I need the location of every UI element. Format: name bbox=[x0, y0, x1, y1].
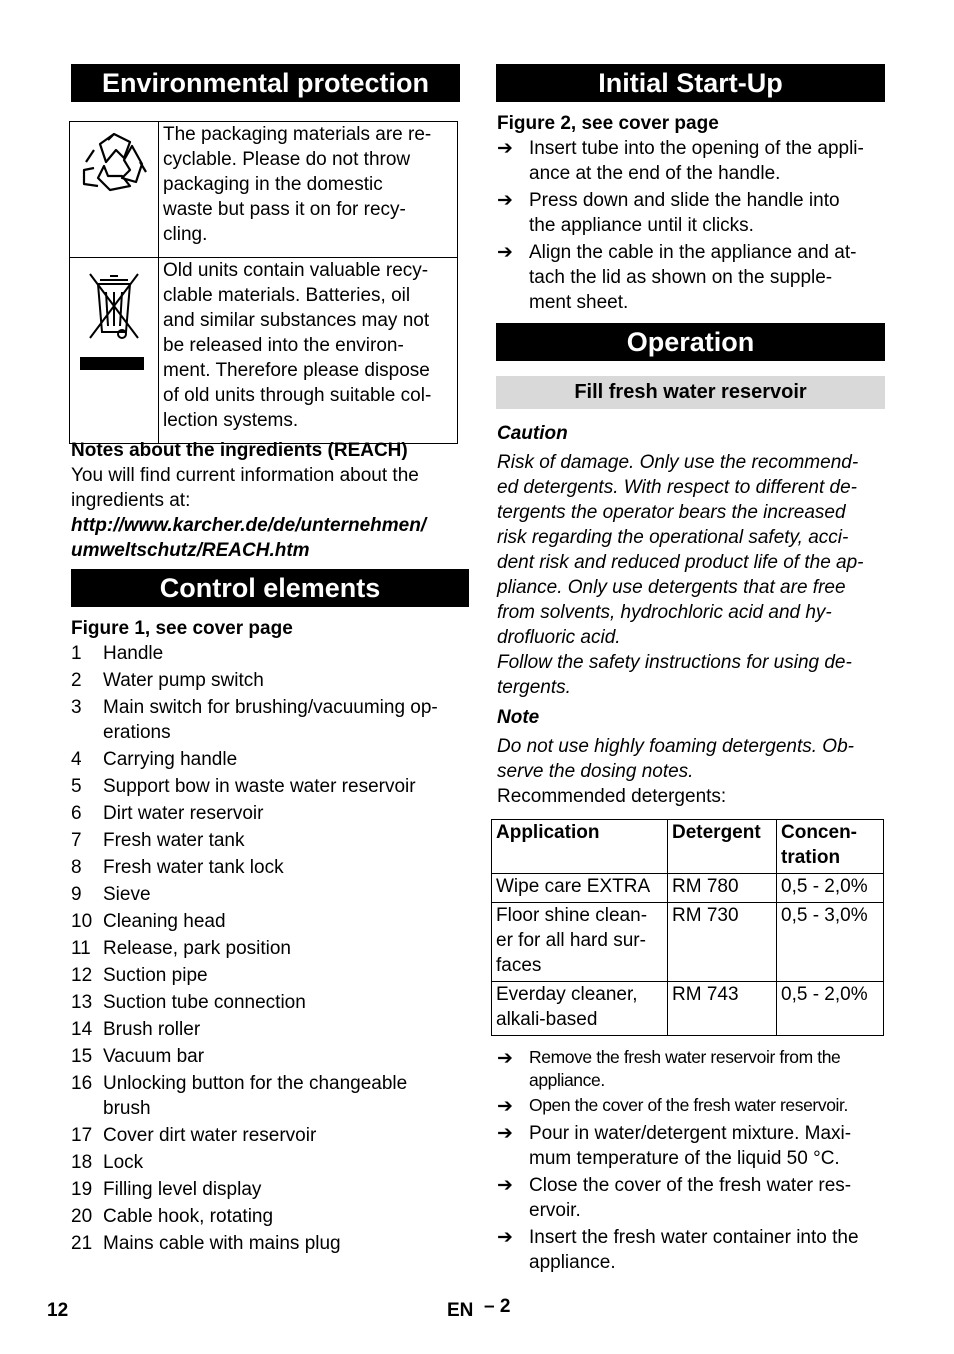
table-cell: Wipe care EXTRA bbox=[492, 874, 668, 903]
item-label: Fresh water tank lock bbox=[103, 857, 284, 878]
recycling-icon bbox=[70, 122, 158, 250]
list-item bbox=[71, 747, 469, 772]
figure-2-ref: Figure 2, see cover page bbox=[497, 113, 719, 134]
list-item bbox=[71, 695, 469, 745]
detergents-table bbox=[491, 819, 884, 1036]
fill-step bbox=[497, 1094, 889, 1119]
old-units-note: Old units contain valuable recy- clable materials. Batteries, oil and similar substances may not be released into the environ- ment. Therefore please dispose of old units through suitable col- lection systems. bbox=[159, 258, 458, 444]
item-number: 18 bbox=[71, 1152, 93, 1173]
item-label: Cover dirt water reservoir bbox=[103, 1125, 317, 1146]
table-cell: Everday cleaner, alkali-based bbox=[492, 982, 668, 1036]
table-cell: Floor shine clean- er for all hard sur- faces bbox=[492, 903, 668, 982]
item-label: Mains cable with mains plug bbox=[103, 1233, 341, 1254]
control-elements-list bbox=[71, 641, 469, 1256]
initial-startup-heading: Initial Start-Up bbox=[496, 64, 885, 102]
list-item bbox=[71, 1071, 469, 1121]
control-elements-heading: Control elements bbox=[71, 569, 469, 607]
startup-steps bbox=[497, 136, 889, 315]
table-cell: RM 780 bbox=[668, 874, 777, 903]
step-text: Press down and slide the handle into the appliance until it clicks. bbox=[529, 190, 840, 236]
item-number: 5 bbox=[71, 776, 82, 797]
item-label: Cleaning head bbox=[103, 911, 226, 932]
startup-step bbox=[497, 188, 889, 238]
item-number: 11 bbox=[71, 938, 91, 959]
list-item bbox=[71, 801, 469, 826]
list-item bbox=[71, 1177, 469, 1202]
item-number: 2 bbox=[71, 670, 82, 691]
note-text: Do not use highly foaming detergents. Ob- serve the dosing notes. bbox=[497, 736, 854, 782]
item-label: Handle bbox=[103, 643, 164, 664]
item-label: Fresh water tank bbox=[103, 830, 245, 851]
item-number: 8 bbox=[71, 857, 82, 878]
item-label: Dirt water reservoir bbox=[103, 803, 264, 824]
list-item bbox=[71, 1044, 469, 1069]
item-number: 19 bbox=[71, 1179, 93, 1200]
figure-1-ref: Figure 1, see cover page bbox=[71, 618, 293, 639]
environment-table bbox=[69, 121, 458, 444]
reach-title: Notes about the ingredients (REACH) bbox=[71, 440, 408, 461]
item-number: 6 bbox=[71, 803, 82, 824]
env-icon-cell bbox=[70, 258, 159, 444]
arrow-icon: ➔ bbox=[497, 190, 513, 211]
item-number: 7 bbox=[71, 830, 82, 851]
arrow-icon: ➔ bbox=[497, 138, 513, 159]
item-label: Release, park position bbox=[103, 938, 291, 959]
item-number: 12 bbox=[71, 965, 93, 986]
table-row bbox=[492, 982, 884, 1036]
reach-link[interactable]: http://www.karcher.de/de/unternehmen/ umweltschutz/REACH.htm bbox=[71, 515, 427, 561]
table-cell: 0,5 - 2,0% bbox=[777, 874, 884, 903]
list-item bbox=[71, 1017, 469, 1042]
step-text: Remove the fresh water reservoir from the appliance. bbox=[529, 1047, 841, 1090]
item-label: Sieve bbox=[103, 884, 151, 905]
item-number: 1 bbox=[71, 643, 82, 664]
arrow-icon: ➔ bbox=[497, 242, 513, 263]
item-label: Suction pipe bbox=[103, 965, 208, 986]
step-text: Insert the fresh water container into the appliance. bbox=[529, 1227, 859, 1273]
item-number: 3 bbox=[71, 697, 82, 718]
crossed-out-bin-icon bbox=[70, 258, 158, 436]
fill-fresh-water-heading: Fill fresh water reservoir bbox=[496, 376, 885, 409]
language-code: EN bbox=[447, 1300, 474, 1321]
caution-label: Caution bbox=[497, 423, 568, 444]
fill-step bbox=[497, 1173, 889, 1223]
item-label: Filling level display bbox=[103, 1179, 262, 1200]
item-label: Unlocking button for the changeable brush bbox=[103, 1073, 408, 1119]
list-item bbox=[71, 963, 469, 988]
step-text: Pour in water/detergent mixture. Maxi- mum temperature of the liquid 50 °C. bbox=[529, 1123, 852, 1169]
fill-step bbox=[497, 1225, 889, 1275]
column-header: Application bbox=[492, 820, 668, 874]
table-header-row bbox=[492, 820, 884, 874]
step-text: Align the cable in the appliance and at- tach the lid as shown on the supple- ment sheet. bbox=[529, 242, 857, 313]
list-item bbox=[71, 990, 469, 1015]
item-label: Brush roller bbox=[103, 1019, 201, 1040]
table-row bbox=[492, 903, 884, 982]
table-row bbox=[492, 874, 884, 903]
arrow-icon: ➔ bbox=[497, 1048, 513, 1069]
table-cell: 0,5 - 2,0% bbox=[777, 982, 884, 1036]
list-item bbox=[71, 828, 469, 853]
startup-step bbox=[497, 240, 889, 315]
list-item bbox=[71, 1150, 469, 1175]
list-item bbox=[71, 1231, 469, 1256]
item-number: 14 bbox=[71, 1019, 93, 1040]
env-icon-cell bbox=[70, 122, 159, 258]
caution-text: Risk of damage. Only use the recommend- ed detergents. With respect to different de- tergents the operator bears the increased risk regarding the operational safety, acci- dent risk and reduced product life of the ap- pliance. Only use detergents that are free from solvents, hydrochloric acid and hy- drofluoric acid. Follow the safety instructions for using de- tergents. bbox=[497, 452, 864, 698]
list-item bbox=[71, 909, 469, 934]
list-item bbox=[71, 641, 469, 666]
arrow-icon: ➔ bbox=[497, 1227, 513, 1248]
list-item bbox=[71, 882, 469, 907]
step-text: Open the cover of the fresh water reservoir. bbox=[529, 1095, 848, 1115]
item-label: Lock bbox=[103, 1152, 144, 1173]
table-cell: RM 730 bbox=[668, 903, 777, 982]
arrow-icon: ➔ bbox=[497, 1175, 513, 1196]
arrow-icon: ➔ bbox=[497, 1123, 513, 1144]
page-suffix: – 2 bbox=[484, 1296, 511, 1317]
fill-step bbox=[497, 1046, 889, 1092]
environmental-protection-heading: Environmental protection bbox=[71, 64, 460, 102]
list-item bbox=[71, 1123, 469, 1148]
startup-step bbox=[497, 136, 889, 186]
item-label: Support bow in waste water reservoir bbox=[103, 776, 416, 797]
list-item bbox=[71, 668, 469, 693]
step-text: Close the cover of the fresh water res- ervoir. bbox=[529, 1175, 852, 1221]
packaging-note: The packaging materials are re- cyclable. Please do not throw packaging in the domestic waste but pass it on for recy- cling. bbox=[159, 122, 458, 258]
recommended-label: Recommended detergents: bbox=[497, 786, 727, 807]
reach-text: You will find current information about the ingredients at: bbox=[71, 465, 419, 511]
item-label: Vacuum bar bbox=[103, 1046, 205, 1067]
item-number: 20 bbox=[71, 1206, 93, 1227]
list-item bbox=[71, 1204, 469, 1229]
item-number: 9 bbox=[71, 884, 82, 905]
list-item bbox=[71, 936, 469, 961]
table-cell: 0,5 - 3,0% bbox=[777, 903, 884, 982]
page-number: 12 bbox=[47, 1300, 69, 1321]
item-number: 13 bbox=[71, 992, 93, 1013]
item-number: 16 bbox=[71, 1073, 93, 1094]
list-item bbox=[71, 855, 469, 880]
item-number: 17 bbox=[71, 1125, 93, 1146]
item-label: Water pump switch bbox=[103, 670, 264, 691]
fill-steps bbox=[497, 1046, 889, 1275]
item-label: Carrying handle bbox=[103, 749, 238, 770]
list-item bbox=[71, 774, 469, 799]
item-number: 21 bbox=[71, 1233, 93, 1254]
fill-step bbox=[497, 1121, 889, 1171]
item-number: 10 bbox=[71, 911, 93, 932]
column-header: Concen- tration bbox=[777, 820, 884, 874]
arrow-icon: ➔ bbox=[497, 1096, 513, 1117]
column-header: Detergent bbox=[668, 820, 777, 874]
item-number: 15 bbox=[71, 1046, 93, 1067]
operation-heading: Operation bbox=[496, 323, 885, 361]
table-cell: RM 743 bbox=[668, 982, 777, 1036]
item-label: Suction tube connection bbox=[103, 992, 306, 1013]
item-label: Cable hook, rotating bbox=[103, 1206, 274, 1227]
item-label: Main switch for brushing/vacuuming op- erations bbox=[103, 697, 438, 743]
note-label: Note bbox=[497, 707, 540, 728]
item-number: 4 bbox=[71, 749, 82, 770]
step-text: Insert tube into the opening of the appli- ance at the end of the handle. bbox=[529, 138, 864, 184]
